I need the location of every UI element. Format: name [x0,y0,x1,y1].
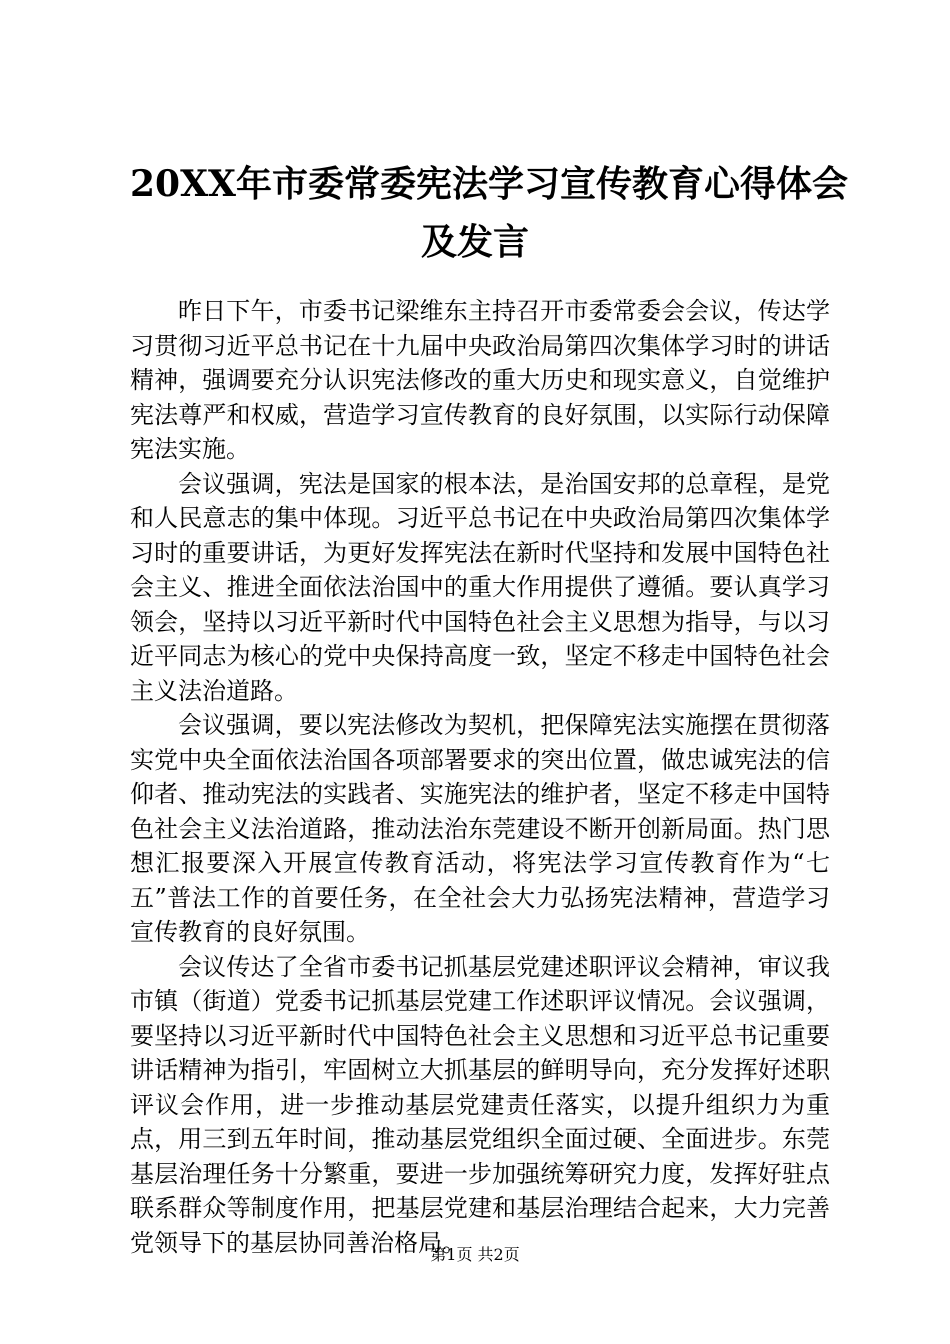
paragraph: 会议传达了全省市委书记抓基层党建述职评议会精神，审议我市镇（街道）党委书记抓基层党建工作述职评议情况。会议强调，要坚持以习近平新时代中国特色社会主义思想和习近平总书记重要讲话精神为指引，牢固树立大抓基层的鲜明导向，充分发挥好述职评议会作用，进一步推动基层党建责任落实，以提升组织力为重点，用三到五年时间，推动基层党组织全面过硬、全面进步。东莞基层治理任务十分繁重，要进一步加强统筹研究力度，发挥好驻点联系群众等制度作用，把基层党建和基层治理结合起来，大力完善党领导下的基层协同善治格局。 [130,952,830,1257]
document-title-line-2: 及发言 [420,221,529,263]
paragraph: 会议强调，宪法是国家的根本法，是治国安邦的总章程，是党和人民意志的集中体现。习近平总书记在中央政治局第四次集体学习时的重要讲话，为更好发挥宪法在新时代坚持和发展中国特色社会主义、推进全面依法治国中的重大作用提供了遵循。要认真学习领会，坚持以习近平新时代中国特色社会主义思想为指导，与以习近平同志为核心的党中央保持高度一致，坚定不移走中国特色社会主义法治道路。 [130,469,830,705]
paragraph: 昨日下午，市委书记梁维东主持召开市委常委会会议，传达学习贯彻习近平总书记在十九届中央政治局第四次集体学习时的讲话精神，强调要充分认识宪法修改的重大历史和现实意义，自觉维护宪法尊严和权威，营造学习宣传教育的良好氛围，以实际行动保障宪法实施。 [130,297,830,463]
page-footer: 第1页 共2页 [430,1245,520,1264]
document-body [130,294,830,1260]
paragraph: 会议强调，要以宪法修改为契机，把保障宪法实施摆在贯彻落实党中央全面依法治国各项部署要求的突出位置，做忠诚宪法的信仰者、推动宪法的实践者、实施宪法的维护者，坚定不移走中国特色社会主义法治道路，推动法治东莞建设不断开创新局面。热门思想汇报要深入开展宣传教育活动，将宪法学习宣传教育作为“七五”普法工作的首要任务，在全社会大力弘扬宪法精神，营造学习宣传教育的良好氛围。 [130,711,830,946]
document-title-line-1: 20XX年市委常委宪法学习宣传教育心得体会 [130,163,848,205]
